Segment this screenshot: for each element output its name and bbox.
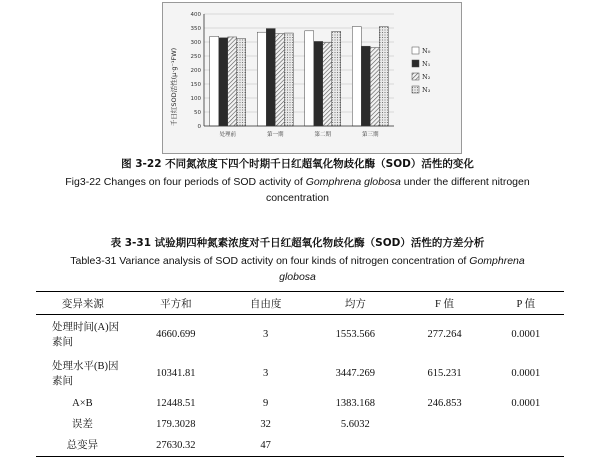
row-source: A×B	[72, 398, 93, 409]
table-caption-species: Gomphrena	[469, 255, 525, 267]
y-tick-label: 300	[190, 40, 201, 46]
figure-caption-en-line2: concentration	[265, 192, 330, 204]
row-ms	[309, 435, 401, 457]
row-ms: 5.6032	[340, 419, 370, 430]
bar-n3-3	[379, 27, 388, 126]
legend-swatch-n1	[412, 60, 419, 67]
x-tick-label: 处理前	[219, 132, 237, 138]
bar-n3-0	[237, 39, 246, 126]
x-tick-label: 第二期	[314, 132, 332, 138]
row-source: 总变异	[36, 435, 130, 457]
legend-label-n1: N₁	[422, 60, 431, 68]
figure-caption-en-prefix: Fig3-22 Changes on four periods of SOD activity of	[65, 176, 306, 188]
y-tick-label: 250	[190, 54, 201, 60]
row-ss: 27630.32	[130, 435, 222, 457]
y-axis-label: 千日红SOD活性(μ·g⁻¹FW)	[170, 47, 178, 127]
row-f: 277.264	[427, 329, 462, 340]
row-f	[401, 414, 487, 435]
row-df: 3	[262, 329, 269, 340]
chart-svg	[162, 2, 462, 154]
row-p: 0.0001	[511, 368, 541, 379]
table-header-row	[36, 292, 564, 315]
figure-caption-species: Gomphrena globosa	[305, 176, 401, 188]
y-tick-label: 400	[190, 12, 201, 18]
legend-label-n2: N₂	[422, 73, 431, 81]
figure-caption-en-suffix: under the different nitrogen	[400, 176, 530, 188]
x-tick-label: 第一期	[266, 132, 284, 138]
table-row	[36, 354, 564, 393]
bar-n0-2	[305, 31, 314, 126]
y-tick-label: 100	[190, 96, 201, 102]
y-tick-label: 200	[190, 68, 201, 74]
legend-swatch-n0	[412, 47, 419, 54]
row-p	[488, 414, 564, 435]
header-df: 自由度	[222, 292, 309, 315]
sod-bar-chart	[162, 2, 462, 154]
bar-n0-3	[352, 27, 361, 126]
bar-n0-0	[210, 36, 219, 126]
bar-n3-1	[284, 33, 293, 126]
bar-n3-2	[332, 31, 341, 126]
row-ss: 179.3028	[156, 419, 196, 430]
legend-label-n0: N₀	[422, 47, 431, 55]
row-ms: 1383.168	[335, 398, 376, 409]
row-f	[401, 435, 487, 457]
bar-n1-1	[266, 29, 275, 126]
row-ss: 10341.81	[156, 368, 196, 379]
bar-n2-2	[323, 43, 332, 126]
row-p	[488, 435, 564, 457]
bar-n2-0	[228, 37, 237, 126]
y-tick-label: 50	[194, 110, 201, 116]
header-ms: 均方	[309, 292, 401, 315]
legend-label-n3: N₃	[422, 86, 431, 94]
table-row	[36, 414, 564, 435]
row-df: 9	[262, 398, 269, 409]
row-source: 处理水平(B)因 素间	[52, 360, 119, 387]
row-ss: 12448.51	[156, 398, 196, 409]
y-tick-label: 150	[190, 82, 201, 88]
row-source: 处理时间(A)因 素间	[52, 321, 120, 348]
row-p: 0.0001	[511, 398, 541, 409]
figure-caption-en	[0, 174, 595, 206]
bar-n1-3	[361, 46, 370, 126]
header-source: 变异来源	[36, 292, 130, 315]
header-p: P 值	[488, 292, 564, 315]
table-row	[36, 315, 564, 355]
bar-n2-3	[370, 48, 379, 126]
table-row	[36, 435, 564, 457]
row-ms: 1553.566	[335, 329, 376, 340]
legend-swatch-n3	[412, 86, 419, 93]
bar-n1-2	[314, 41, 323, 126]
bar-n1-0	[219, 38, 228, 126]
row-ss: 4660.699	[156, 329, 196, 340]
row-f: 615.231	[427, 368, 462, 379]
header-f: F 值	[401, 292, 487, 315]
row-p: 0.0001	[511, 329, 541, 340]
table-caption-en	[0, 253, 595, 285]
y-tick-label: 350	[190, 26, 201, 32]
header-ss: 平方和	[130, 292, 222, 315]
table-caption-en-prefix: Table3-31 Variance analysis of SOD activity on four kinds of nitrogen concentration of	[70, 255, 470, 267]
row-f: 246.853	[427, 398, 462, 409]
bar-n2-1	[275, 34, 284, 126]
x-tick-label: 第三期	[361, 132, 379, 138]
row-ms: 3447.269	[335, 368, 376, 379]
figure-caption-cn: 图 3-22 不同氮浓度下四个时期千日红超氧化物歧化酶（SOD）活性的变化	[121, 158, 474, 170]
row-df: 3	[262, 368, 269, 379]
table-caption-cn: 表 3-31 试验期四种氮素浓度对千日红超氧化物歧化酶（SOD）活性的方差分析	[110, 237, 485, 249]
bar-n0-1	[257, 32, 266, 126]
table-row	[36, 393, 564, 414]
y-tick-label: 0	[197, 124, 201, 130]
row-df: 32	[260, 419, 271, 430]
row-source: 误差	[71, 419, 93, 430]
row-df: 47	[222, 435, 309, 457]
table-caption-species-2: globosa	[279, 271, 316, 283]
anova-table	[36, 291, 564, 457]
legend-swatch-n2	[412, 73, 419, 80]
